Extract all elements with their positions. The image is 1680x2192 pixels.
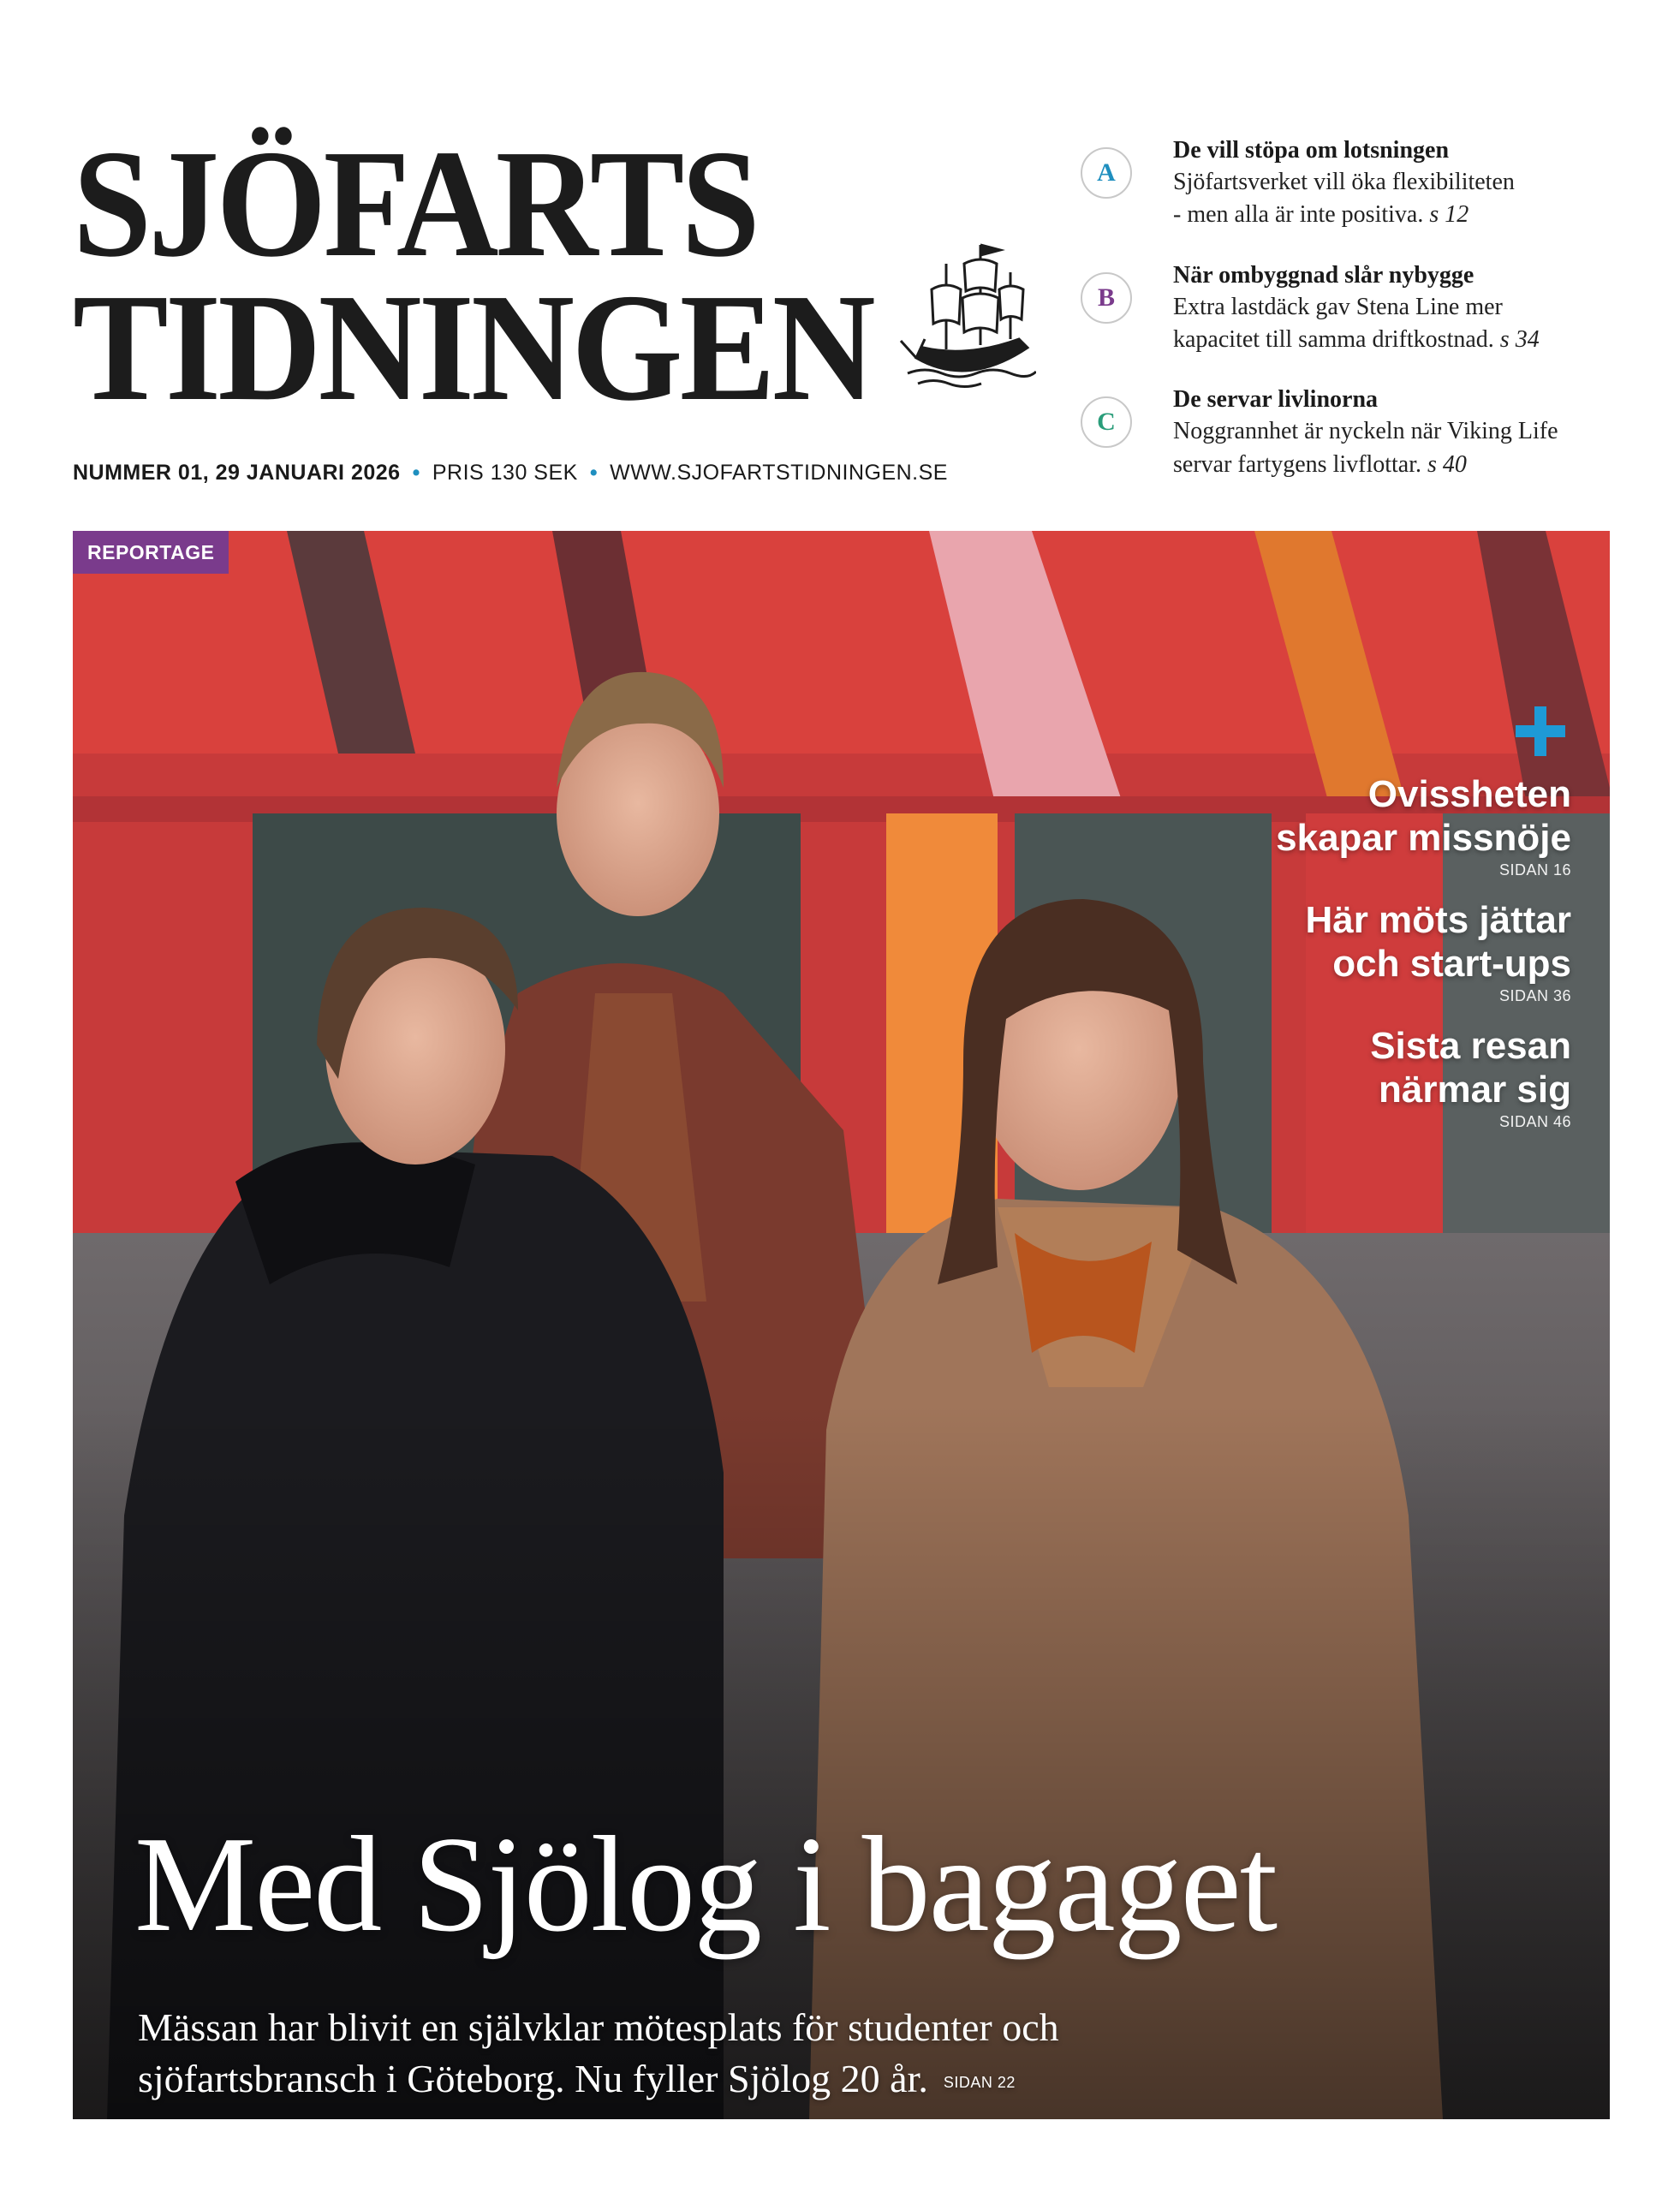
teaser-list (1081, 135, 1611, 509)
side-teaser[interactable] (1126, 1024, 1571, 1131)
masthead-title-line-1: SJÖFARTS (73, 118, 758, 289)
side-teaser-line: närmar sig (1379, 1069, 1571, 1111)
side-teaser-line: skapar missnöje (1276, 817, 1571, 860)
cover-photo (73, 531, 1610, 2119)
separator-dot: • (589, 461, 599, 485)
teaser-badge: A (1081, 147, 1132, 199)
teaser-line: kapacitet till samma driftkostnad. (1173, 326, 1494, 354)
cover-headline: Med Sjölog i bagaget (134, 1808, 1277, 1960)
teaser-line: servar fartygens livflottar. (1173, 450, 1422, 478)
teaser-c[interactable] (1081, 384, 1611, 481)
teaser-line: - men alla är inte positiva. (1173, 201, 1424, 229)
side-teaser-title (1126, 898, 1571, 986)
side-teaser-line: och start-ups (1332, 943, 1571, 986)
masthead-title-line-2: TIDNINGEN (73, 262, 873, 432)
separator-dot: • (412, 461, 420, 485)
cover-side-teasers (1126, 772, 1571, 1150)
teaser-a[interactable] (1081, 135, 1611, 232)
teaser-page: s 12 (1429, 201, 1469, 229)
side-teaser-line: Här möts jättar (1305, 899, 1571, 942)
side-teaser-title (1126, 1024, 1571, 1111)
sailing-ship-icon (899, 238, 1036, 401)
masthead (73, 118, 980, 432)
teaser-body (1173, 166, 1611, 231)
teaser-line: Sjöfartsverket vill öka flexibiliteten (1173, 169, 1515, 196)
teaser-title: De vill stöpa om lotsningen (1173, 137, 1450, 164)
teaser-body (1173, 291, 1611, 356)
issue-price: PRIS 130 SEK (432, 461, 578, 485)
side-teaser-page: SIDAN 46 (1498, 1113, 1571, 1131)
teaser-page: s 34 (1499, 326, 1540, 354)
section-tag: REPORTAGE (73, 531, 229, 574)
teaser-badge: B (1081, 272, 1132, 324)
side-teaser-line: Ovissheten (1367, 773, 1571, 815)
teaser-line: Noggrannhet är nyckeln när Viking Life (1173, 418, 1558, 445)
deck-line: sjöfartsbransch i Göteborg. Nu fyller Sjölog 20 år. (138, 2056, 928, 2100)
side-teaser[interactable] (1126, 898, 1571, 1005)
teaser-line: Extra lastdäck gav Stena Line mer (1173, 293, 1503, 320)
teaser-page: s 40 (1427, 450, 1467, 478)
teaser-body (1173, 415, 1611, 480)
teaser-badge: C (1081, 396, 1132, 448)
side-teaser-page: SIDAN 16 (1498, 861, 1571, 879)
teaser-b[interactable] (1081, 260, 1611, 357)
side-teaser-title (1126, 772, 1571, 860)
side-teaser-page: SIDAN 36 (1498, 987, 1571, 1005)
issue-number: NUMMER 01, 29 JANUARI 2026 (73, 461, 401, 485)
side-teaser[interactable] (1126, 772, 1571, 879)
teaser-title: De servar livlinorna (1173, 386, 1379, 414)
plus-icon (1516, 706, 1565, 756)
website-link[interactable]: WWW.SJOFARTSTIDNINGEN.SE (610, 461, 948, 485)
side-teaser-line: Sista resan (1370, 1025, 1571, 1068)
issue-info (73, 461, 972, 485)
deck-page: SIDAN 22 (943, 2073, 1016, 2091)
cover-deck (138, 2002, 1422, 2105)
deck-line: Mässan har blivit en självklar mötesplats för studenter och (138, 2005, 1059, 2049)
teaser-title: När ombyggnad slår nybygge (1173, 261, 1474, 289)
